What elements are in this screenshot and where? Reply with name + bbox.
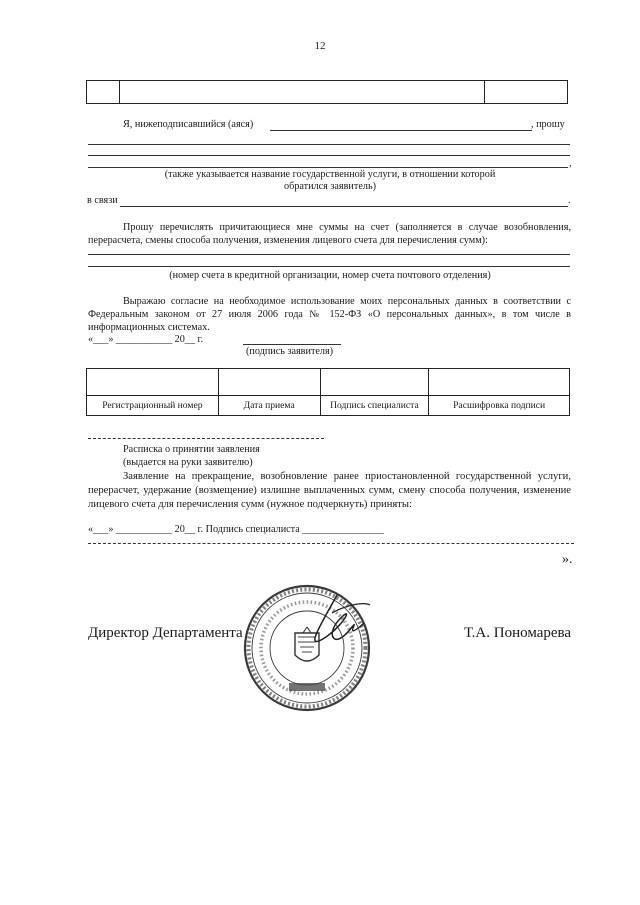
page-number: 12	[314, 40, 326, 52]
top-table-cell-3	[485, 81, 568, 104]
service-note-2: обратился заявитель)	[284, 181, 376, 192]
reason-label: в связи	[87, 195, 118, 206]
request-word: , прошу	[531, 119, 565, 130]
receipt-date-line[interactable]: «___» ___________ 20__ г. Подпись специалиста ________________	[88, 524, 384, 535]
registration-table	[86, 368, 570, 416]
consent-date-line[interactable]: «___» ___________ 20__ г.	[88, 334, 204, 345]
top-table	[86, 80, 568, 104]
receipt-text: Заявление на прекращение, возобновление ранее приостановленной государственной услуги, перерасчет, удержание (возмещение) излишне выплаченных сумм, смену способа получения, изменение лицевого счета для перечисления сумм (нужное подчеркнуть) приняты:	[88, 471, 571, 510]
consent-text: Выражаю согласие на необходимое использование моих персональных данных в соответствии с Федеральным законом от 27 июля 2006 года № 152-ФЗ «О персональных данных», в том числе в информационных системах.	[88, 296, 571, 333]
header-registration-number: Регистрационный номер	[87, 395, 219, 415]
transfer-text: Прошу перечислять причитающиеся мне суммы на счет (заполняется в случае возобновления, перерасчета, смены способа получения, изменения лицевого счета для перечисления сумм):	[88, 222, 571, 246]
official-seal-icon	[242, 583, 372, 713]
account-note: (номер счета в кредитной организации, номер счета почтового отделения)	[169, 270, 491, 281]
reason-line[interactable]	[120, 206, 568, 207]
applicant-signature-note: (подпись заявителя)	[246, 346, 334, 357]
receipt-subtitle: (выдается на руки заявителю)	[123, 457, 253, 468]
signatory-position: Директор Департамента	[88, 625, 243, 641]
applicant-label: Я, нижеподписавшийся (аяся)	[123, 119, 254, 130]
applicant-name-line[interactable]	[270, 130, 532, 131]
account-line-2[interactable]	[88, 266, 570, 267]
header-signature-decoding: Расшифровка подписи	[429, 395, 570, 415]
header-specialist-signature: Подпись специалиста	[320, 395, 429, 415]
receipt-title: Расписка о принятии заявления	[123, 444, 260, 455]
account-line-1[interactable]	[88, 254, 570, 255]
header-acceptance-date: Дата приема	[218, 395, 320, 415]
reason-end: .	[568, 195, 571, 206]
line-end-comma: ,	[569, 158, 572, 169]
service-note: (также указывается название государственной услуги, в отношении которой	[164, 169, 496, 180]
specialist-signature-cell[interactable]	[320, 369, 429, 396]
form-line-2[interactable]	[88, 155, 570, 156]
form-line-1[interactable]	[88, 144, 570, 145]
cut-line-short	[88, 438, 324, 439]
top-table-cell-2	[119, 81, 484, 104]
registration-number-cell[interactable]	[87, 369, 219, 396]
acceptance-date-cell[interactable]	[218, 369, 320, 396]
signatory-name: Т.А. Пономарева	[464, 625, 572, 641]
top-table-cell-1	[87, 81, 120, 104]
signature-decoding-cell[interactable]	[429, 369, 570, 396]
closing-quote: ».	[562, 552, 573, 567]
cut-line-long	[88, 543, 574, 544]
